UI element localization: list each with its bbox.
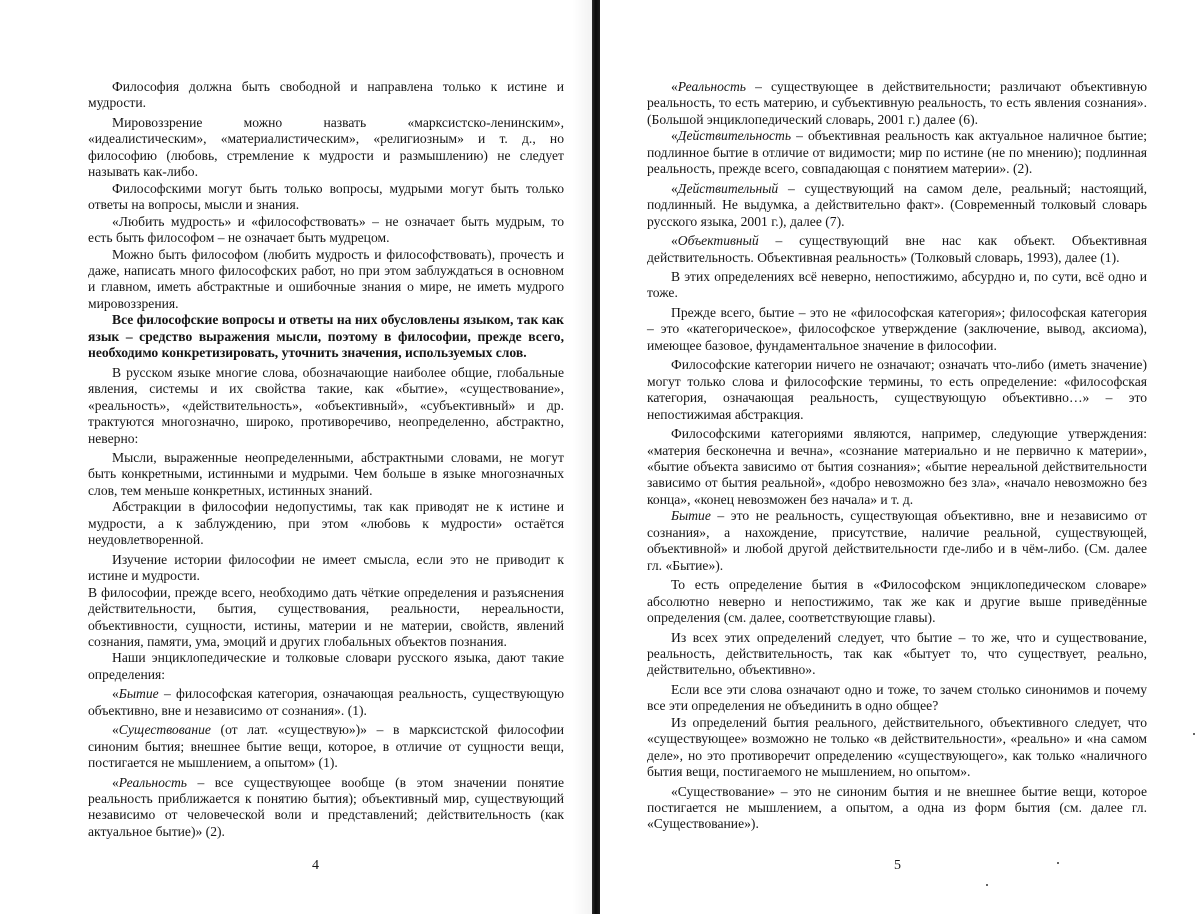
right-page-text	[647, 79, 1147, 833]
bold-paragraph: Все философские вопросы и ответы на них обусловлены языком, так как язык – средство выражения мысли, поэтому в философии, прежде всего, необходимо конкретизировать, уточнить значения, используемых слов.	[88, 312, 564, 361]
definition-paragraph: «Реальность – существующее в действительности; различают объективную реальность, то есть материю, и субъективную реальность, то есть явления сознания». (Большой энциклопедический словарь, 2001 г.) далее (6).	[647, 79, 1147, 127]
defined-term: Действительный	[677, 180, 779, 196]
defined-term: Действительность	[677, 128, 792, 144]
paragraph: Абстракции в философии недопустимы, так как приводят не к истине и мудрости, а к заблуждению, при этом «любовь к мудрости» остаётся неудовлетворенной.	[88, 499, 564, 548]
paragraph: «Существование» – это не синоним бытия и не внешнее бытие вещи, которое постигается не мышлением, а опытом, а одна из форм бытия (см. далее гл. «Существование»).	[647, 783, 1147, 832]
paragraph: Прежде всего, бытие – это не «философская категория»; философская категория – это «категорическое», философское утверждение (заключение, вывод, аксиома), имеющее базовое, фундаментальное значение в философии.	[647, 304, 1147, 353]
definition-paragraph: «Действительность – объективная реальность как актуальное наличное бытие; подлинное бытие в отличие от видимости; мир по истине (не по мнению); подлинная реальность, прежде всего, совпадающая с понятием материи». (2).	[647, 128, 1147, 177]
paragraph: Наши энциклопедические и толковые словари русского языка, дают такие определения:	[88, 650, 564, 682]
left-page	[0, 0, 592, 914]
definition-text: – это не реальность, существующая объективно, вне и независимо от сознания», а нахождение, присутствие, наличие реальной, существующей, объективной» и любой другой действительности где-либо и в чём-либо. (См. далее гл. «Бытие»).	[647, 508, 1147, 573]
definition-paragraph: «Существование (от лат. «существую»)» – в марксистской философии синоним бытия; внешнее бытие вещи, которое, в отличие от сущности вещи, постигается не мышлением, а опытом» (1).	[88, 722, 564, 771]
definition-text: (от лат. «существую»)» – в марксистской философии синоним бытия; внешнее бытие вещи, которое, в отличие от сущности вещи, постигается не мышлением, а опытом» (1).	[88, 722, 564, 771]
definition-paragraph: «Реальность – все существующее вообще (в этом значении понятие реальность приближается к понятию бытия); объективный мир, существующий независимо от человеческой воли и представлений; действительность (как актуальное бытие)» (2).	[88, 774, 564, 839]
book-fold-shadow	[572, 0, 592, 914]
paragraph: Можно быть философом (любить мудрость и философствовать), прочесть и даже, написать много философских работ, но при этом заблуждаться в основном и главном, иметь абстрактные и ошибочные знания о мире, не иметь мудрого мировоззрения.	[88, 246, 564, 311]
definition-text: – существующий вне нас как объект. Объективная действительность. Объективная реальность» (Толковый словарь, 1993), далее (1).	[647, 233, 1147, 265]
paragraph: Мысли, выраженные неопределенными, абстрактными словами, не могут быть конкретными, истинными и мудрыми. Чем больше в языке многозначных слов, тем меньше конкретных, истинных знаний.	[88, 449, 564, 498]
paragraph: Из всех этих определений следует, что бытие – то же, что и существование, реальность, действительность, так как «бытует то, что существует, реально, действительно, объективно».	[647, 629, 1147, 678]
paragraph: «Любить мудрость» и «философствовать» – не означает быть мудрым, то есть быть философом – не означает быть мудрецом.	[88, 213, 564, 246]
paragraph: Философскими категориями являются, например, следующие утверждения: «материя бесконечна и вечна», «сознание материально и не первично к материи», «бытие объекта зависимо от бытия сознания»; «бытие нереальной действительности зависимо от бытия реальной», «добро невозможно без зла», «начало невозможно без конца», «конец невозможен без начала» и т. д.	[647, 426, 1147, 507]
scan-speck	[986, 884, 988, 886]
paragraph: Изучение истории философии не имеет смысла, если это не приводит к истине и мудрости.	[88, 551, 564, 584]
paragraph: Философскими могут быть только вопросы, мудрыми могут быть только ответы на вопросы, мысли и знания.	[88, 180, 564, 213]
paragraph: Философские категории ничего не означают; означать что-либо (иметь значение) могут только слова и философские термины, то есть определение: «философская категория, означающая реальность, существующую объективно…» – это непостижимая абстракция.	[647, 357, 1147, 422]
paragraph: В русском языке многие слова, обозначающие наиболее общие, глобальные явления, системы и их свойства такие, как «бытие», «существование», «реальность», «действительность», «объективный», «субъективный» и др. трактуются многозначно, широко, противоречиво, неопределенно, абстрактно, неверно:	[88, 364, 564, 446]
definition-paragraph	[647, 508, 1147, 574]
defined-term: Бытие	[671, 508, 711, 524]
paragraph: Если все эти слова означают одно и тоже, то зачем столько синонимов и почему все эти определения не объединить в одно общее?	[647, 681, 1147, 714]
paragraph: В философии, прежде всего, необходимо дать чёткие определения и разъяснения действительности, бытия, существования, реальности, нереальности, объективности, сущности, истины, материи и не материи, свойств, явлений сознания, памяти, ума, эмоций и других глобальных объектов познания.	[88, 584, 564, 649]
definition-text: – существующее в действительности; различают объективную реальность, то есть материю, и субъективную реальность, то есть явления сознания». (Большой энциклопедический словарь, 2001 г.) далее (6).	[647, 79, 1147, 127]
definition-text: – философская категория, означающая реальность, существующую объективно, вне и независимо от сознания». (1).	[88, 686, 564, 718]
paragraph: Мировоззрение можно назвать «марксистско-ленинским», «идеалистическим», «материалистическим», «религиозным» и т. д., но философию (любовь, стремление к мудрости и размышлению) не следует называть как-либо.	[88, 114, 564, 180]
definition-paragraph: «Объективный – существующий вне нас как объект. Объективная действительность. Объективная реальность» (Толковый словарь, 1993), далее (1).	[647, 233, 1147, 265]
paragraph: Философия должна быть свободной и направлена только к истине и мудрости.	[88, 79, 564, 111]
paragraph: Из определений бытия реального, действительного, объективного следует, что «существующее» возможно не только «в действительности», «реально» и «на самом деле», но это противоречит определению «существующего», как только «наличного бытия вещи, постигаемого не мышлением, но опытом».	[647, 714, 1147, 780]
book-spine	[592, 0, 600, 914]
scan-speck	[1193, 733, 1195, 735]
page-number: 4	[312, 858, 319, 873]
right-page	[600, 0, 1200, 914]
defined-term: Реальность	[118, 774, 187, 790]
definition-paragraph: «Действительный – существующий на самом деле, реальный; настоящий, подлинный. Не выдумка, а действительно факт». (Современный толковый словарь русского языка, 2001 г.), далее (7).	[647, 180, 1147, 229]
page-number: 5	[894, 858, 901, 873]
paragraph: В этих определениях всё неверно, непостижимо, абсурдно и, по сути, всё одно и тоже.	[647, 268, 1147, 301]
paragraph: То есть определение бытия в «Философском энциклопедическом словаре» абсолютно неверно и непостижимо, так же как и другие выше приведённые определения (см. далее, соответствующие главы).	[647, 577, 1147, 626]
scan-speck	[1057, 862, 1059, 864]
defined-term: Существование	[118, 722, 211, 738]
defined-term: Бытие	[118, 686, 159, 702]
definition-text: – существующий на самом деле, реальный; настоящий, подлинный. Не выдумка, а действительно факт». (Современный толковый словарь русского языка, 2001 г.), далее (7).	[647, 180, 1147, 229]
definition-text: – все существующее вообще (в этом значении понятие реальность приближается к понятию бытия); объективный мир, существующий независимо от человеческой воли и представлений; действительность (как актуальное бытие)» (2).	[88, 774, 564, 839]
left-page-text	[88, 79, 564, 840]
definition-paragraph: «Бытие – философская категория, означающая реальность, существующую объективно, вне и независимо от сознания». (1).	[88, 686, 564, 718]
definition-text: – объективная реальность как актуальное наличное бытие; подлинное бытие в отличие от видимости; мир по истине (не по мнению); подлинная реальность, прежде всего, совпадающая с понятием материи». (2).	[647, 128, 1147, 177]
defined-term: Объективный	[677, 233, 759, 249]
defined-term: Реальность	[677, 79, 746, 94]
